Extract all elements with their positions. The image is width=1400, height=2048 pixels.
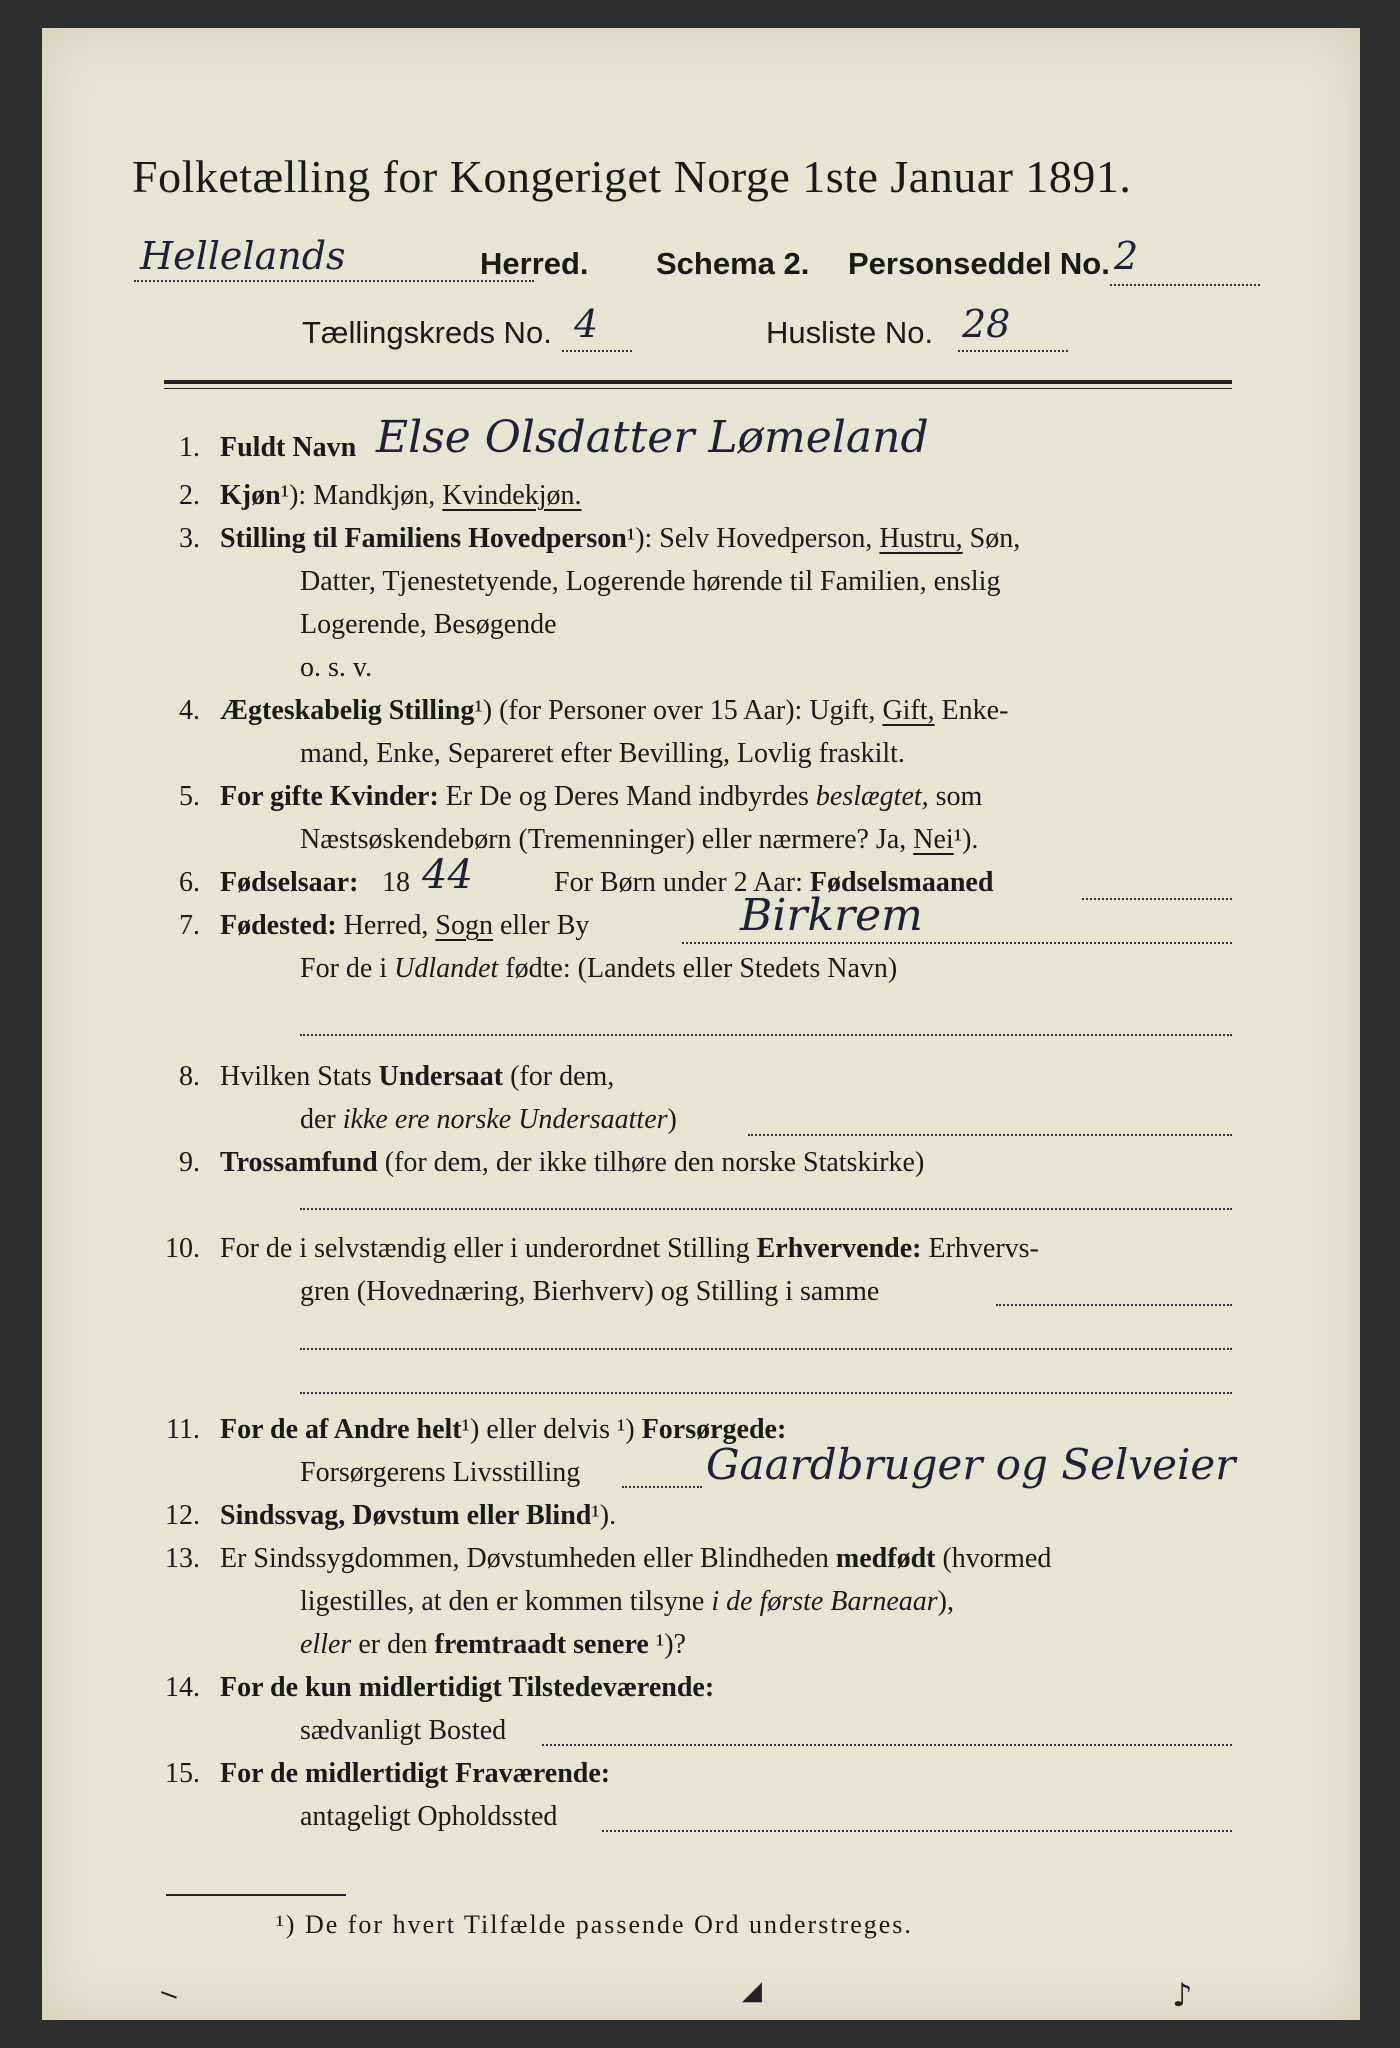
q9-line1 (220, 1147, 924, 1179)
q7-line2-a: For de i (300, 953, 388, 984)
q2-option-female-selected: Kvindekjøn. (442, 480, 582, 511)
census-form-page (42, 28, 1360, 2020)
q12-line (220, 1500, 616, 1532)
footnote-rule (166, 1894, 346, 1896)
q7-text-a: Herred, (343, 910, 429, 941)
item-number: 4. (179, 695, 200, 726)
q13-line3-a: er den (358, 1629, 428, 1660)
q3-line1 (220, 523, 1020, 555)
item-number: 3. (179, 523, 200, 554)
q13-line2-em: i de første Barneaar (711, 1586, 938, 1617)
q6-month-label: Fødselsmaaned (809, 867, 994, 898)
q3-line4: o. s. v. (300, 652, 373, 683)
q5-line2 (300, 824, 978, 856)
q13-line2 (300, 1586, 954, 1618)
q5-line2-b: ¹). (953, 824, 979, 855)
q7-answer-place: Birkrem (740, 890, 923, 941)
q3-option-selected: Hustru, (879, 523, 963, 554)
q4-options-b: Enke- (941, 695, 1009, 726)
q4-line2: mand, Enke, Separeret efter Bevilling, Lovlig fraskilt. (300, 738, 905, 769)
kreds-dotted-line (562, 350, 632, 352)
q3-line3: Logerende, Besøgende (300, 609, 557, 640)
q1-answer-name: Else Olsdatter Lømeland (376, 412, 929, 463)
q7-line2-b: fødte: (Landets eller Stedets Navn) (505, 953, 898, 984)
q13-text-b: (hvormed (942, 1543, 1052, 1574)
q13-line3-bold: fremtraadt senere (434, 1629, 649, 1660)
pen-mark: ◢ (742, 1976, 762, 2006)
header-rule-thin (164, 388, 1232, 389)
q3-options-a: ¹): Selv Hovedperson, (626, 523, 873, 554)
item-number: 14. (165, 1672, 200, 1703)
q8-dotted-line (748, 1134, 1232, 1136)
q13-line2-b: ), (937, 1586, 954, 1617)
item-number: 10. (165, 1233, 200, 1264)
q11-label: For de af Andre helt (220, 1414, 462, 1445)
q2-label: Kjøn (220, 480, 281, 511)
item-number: 11. (166, 1414, 200, 1445)
personseddel-value: 2 (1114, 234, 1139, 278)
personseddel-label: Personseddel No. (848, 246, 1110, 281)
q10-line1 (220, 1233, 1039, 1265)
q6-answer-year: 44 (422, 852, 473, 898)
item-number: 6. (179, 867, 200, 898)
header-rule-thick (164, 380, 1232, 384)
q3-options-b: Søn, (969, 523, 1021, 554)
q6-dotted-line (1082, 898, 1232, 900)
q13-line3-em: eller (300, 1629, 352, 1660)
kreds-label: Tællingskreds No. (302, 315, 552, 350)
q4-options-a: ¹) (for Personer over 15 Aar): Ugift, (474, 695, 876, 726)
q8-line2: der ikke ere norske Undersaatter) (300, 1104, 677, 1135)
q7-option-selected: Sogn (435, 910, 493, 941)
item-number: 2. (179, 480, 200, 511)
q15-label: For de midlertidigt Fraværende: (220, 1758, 611, 1789)
q13-text-a: Er Sindssygdommen, Døvstumheden eller Blindheden (220, 1543, 829, 1574)
q11-line2: Forsørgerens Livsstilling (300, 1457, 581, 1488)
q7-line2 (300, 953, 897, 985)
q7-line2-em: Udlandet (394, 953, 499, 984)
q9-answer-line (300, 1208, 1232, 1210)
q7-answer-line (300, 1034, 1232, 1036)
q2-line (220, 480, 582, 512)
q2-footnote-ref: ¹): (280, 480, 307, 511)
q8-label-a: Hvilken Stats (220, 1061, 372, 1092)
q9-label: Trossamfund (220, 1147, 378, 1178)
kreds-value: 4 (574, 302, 599, 346)
q12-footnote-ref: ¹). (591, 1500, 617, 1531)
q4-line1 (220, 695, 1008, 727)
footnote-text: ¹) De for hvert Tilfælde passende Ord understreges. (276, 1910, 913, 1939)
item-number: 9. (179, 1147, 200, 1178)
q8-line2-em: ikke ere norske Undersaatter (342, 1104, 668, 1135)
q10-line2: gren (Hovednæring, Bierhverv) og Stilling i samme (300, 1276, 880, 1307)
q9-text: (for dem, der ikke tilhøre den norske Statskirke) (384, 1147, 925, 1178)
q8-line2-a: der (300, 1104, 336, 1135)
item-number: 1. (179, 432, 200, 463)
q13-line3 (300, 1629, 686, 1661)
q5-text-b: som (935, 781, 983, 812)
q10-dotted-line-2 (300, 1348, 1232, 1350)
husliste-value: 28 (962, 302, 1011, 346)
q8-line1 (220, 1061, 614, 1093)
q1-label: Fuldt Navn (220, 432, 357, 463)
herred-value: Hellelands (140, 234, 346, 278)
husliste-label: Husliste No. (766, 315, 934, 350)
q13-label: medfødt (835, 1543, 936, 1574)
q7-label: Fødested: (220, 910, 337, 941)
q10-text-b: Erhvervs- (928, 1233, 1039, 1264)
q11-label-b: Forsørgede: (641, 1414, 787, 1445)
q4-option-selected: Gift, (882, 695, 935, 726)
q8-text: (for dem, (510, 1061, 615, 1092)
q14-line2: sædvanligt Bosted (300, 1715, 507, 1746)
q5-text-a: Er De og Deres Mand indbyrdes (445, 781, 809, 812)
pen-mark: − (153, 1977, 185, 2013)
q11-dotted-line (622, 1486, 702, 1488)
herred-label: Herred. (480, 246, 589, 281)
q2-option-male: Mandkjøn, (313, 480, 436, 511)
q5-line2-a: Næstsøskendebørn (Tremenninger) eller nærmere? Ja, (300, 824, 907, 855)
q3-label: Stilling til Familiens Hovedperson (220, 523, 627, 554)
q10-label: Erhvervende: (756, 1233, 922, 1264)
q4-label: Ægteskabelig Stilling (220, 695, 475, 726)
schema-label: Schema 2. (656, 246, 810, 281)
q6-label: Fødselsaar: (220, 867, 359, 898)
item-number: 15. (165, 1758, 200, 1789)
q11-answer-occupation: Gaardbruger og Selveier (706, 1440, 1236, 1489)
personseddel-dotted-line (1110, 284, 1260, 286)
q7-line1 (220, 910, 589, 942)
q7-text-b: eller By (499, 910, 590, 941)
item-number: 7. (179, 910, 200, 941)
q10-text-a: For de i selvstændig eller i underordnet Stilling (220, 1233, 750, 1264)
q15-line2: antageligt Opholdssted (300, 1801, 558, 1832)
item-number: 8. (179, 1061, 200, 1092)
q5-label: For gifte Kvinder: (220, 781, 439, 812)
pen-mark: ♪ (1172, 1976, 1193, 2014)
q6-prefix: 18 (382, 867, 410, 898)
q5-option-selected: Nei (913, 824, 954, 855)
q7-dotted-line (682, 942, 1232, 944)
q6-text-a: For Børn under 2 Aar: (554, 867, 803, 898)
q10-dotted-line-1 (996, 1304, 1232, 1306)
q10-dotted-line-3 (300, 1392, 1232, 1394)
q5-line1 (220, 781, 982, 813)
q13-line2-a: ligestilles, at den er kommen tilsyne (300, 1586, 705, 1617)
item-number: 5. (179, 781, 200, 812)
herred-dotted-line (134, 280, 534, 282)
q13-line3-b: ¹)? (655, 1629, 686, 1660)
q14-dotted-line (542, 1744, 1232, 1746)
q12-label: Sindssvag, Døvstum eller Blind (220, 1500, 592, 1531)
item-number: 13. (165, 1543, 200, 1574)
q5-text-em: beslægtet, (815, 781, 929, 812)
q13-line1 (220, 1543, 1051, 1575)
q15-dotted-line (602, 1830, 1232, 1832)
form-title: Folketælling for Kongeriget Norge 1ste Januar 1891. (132, 151, 1132, 202)
q11-text: ¹) eller delvis ¹) (461, 1414, 635, 1445)
q11-line1 (220, 1414, 786, 1446)
husliste-dotted-line (958, 350, 1068, 352)
q14-label: For de kun midlertidigt Tilstedeværende: (220, 1672, 715, 1703)
item-number: 12. (165, 1500, 200, 1531)
q8-label-b: Undersaat (378, 1061, 504, 1092)
q3-line2: Datter, Tjenestetyende, Logerende hørende til Familien, enslig (300, 566, 1001, 597)
